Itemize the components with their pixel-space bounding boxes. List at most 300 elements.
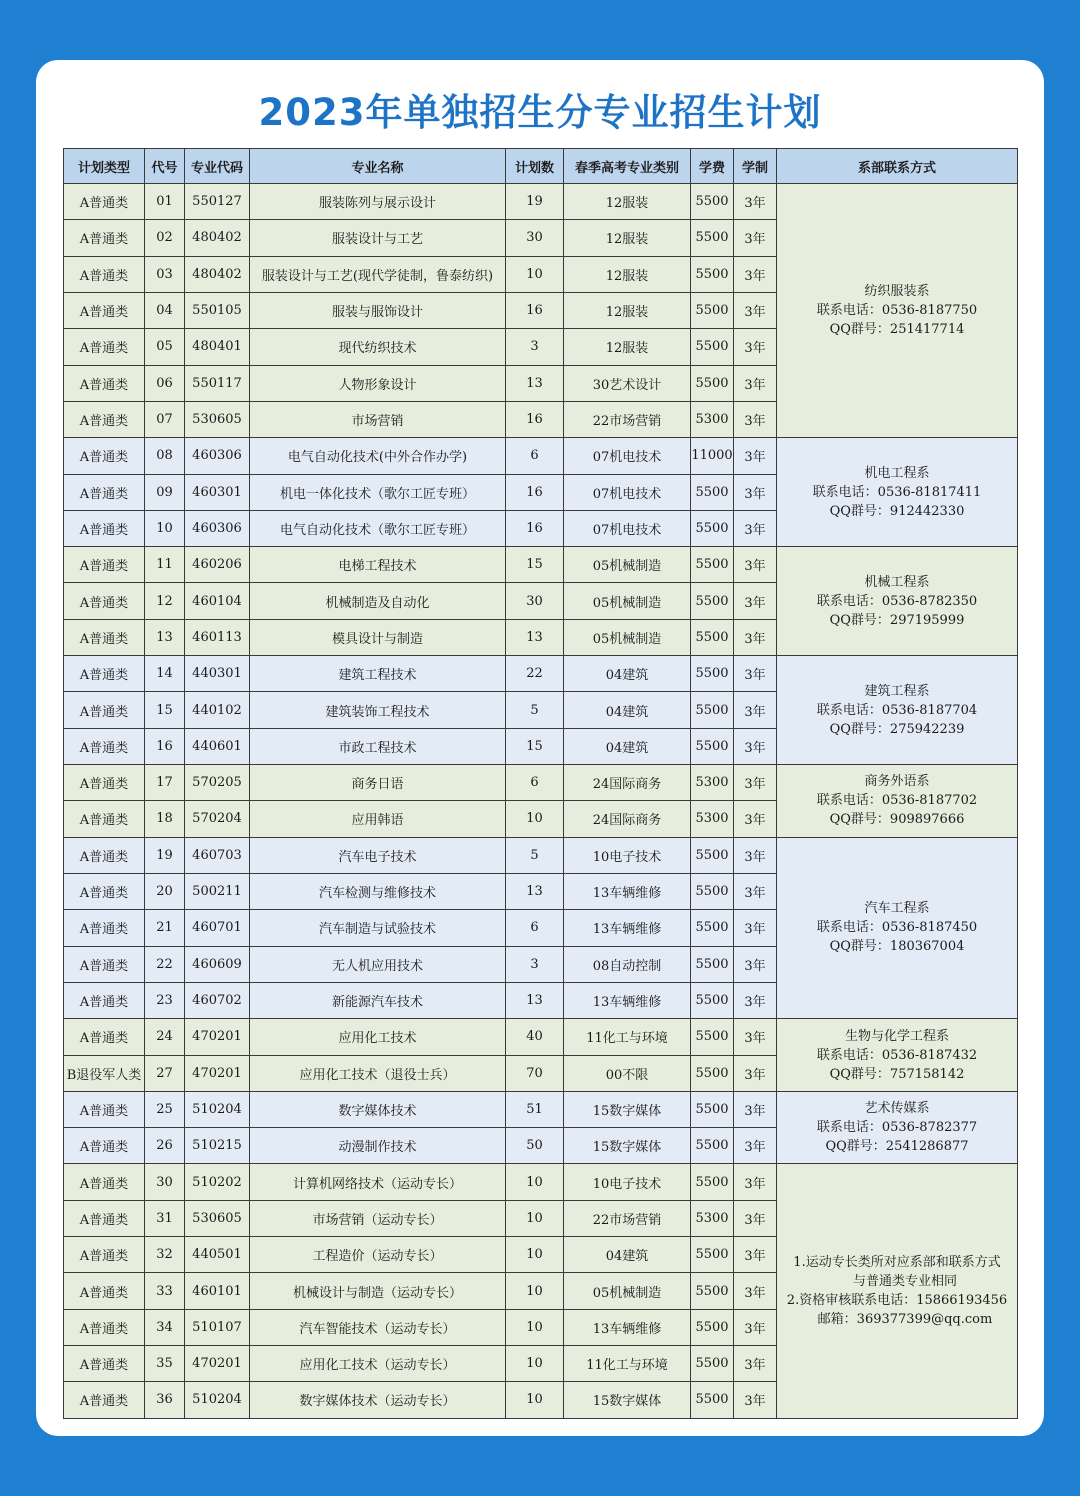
code-no-cell: 31 xyxy=(145,1200,185,1236)
plan-type-cell: A普通类 xyxy=(64,1091,145,1127)
code-no-cell: 02 xyxy=(145,220,185,256)
dept-contact-line: QQ群号：757158142 xyxy=(829,1066,965,1082)
major-name-cell: 现代纺织技术 xyxy=(250,329,506,365)
dept-contact-line: 联系电话：0536-8782377 xyxy=(816,1120,978,1136)
table-row xyxy=(64,1091,1018,1127)
plan-count-cell: 13 xyxy=(506,873,564,909)
plan-type-cell: A普通类 xyxy=(64,583,145,619)
major-code-cell: 510204 xyxy=(185,1382,250,1418)
exam-category-cell: 13车辆维修 xyxy=(564,910,691,946)
major-code-cell: 510107 xyxy=(185,1309,250,1345)
major-name-cell: 市场营销（运动专长） xyxy=(250,1200,506,1236)
dept-contact-line: QQ群号：275942239 xyxy=(829,721,965,737)
exam-category-cell: 13车辆维修 xyxy=(564,873,691,909)
duration-cell: 3年 xyxy=(734,1164,777,1200)
header-dept-contact: 系部联系方式 xyxy=(777,149,1018,184)
duration-cell: 3年 xyxy=(734,619,777,655)
duration-cell: 3年 xyxy=(734,438,777,474)
dept-contact-cell xyxy=(777,547,1018,656)
major-name-cell: 服装设计与工艺 xyxy=(250,220,506,256)
major-name-cell: 无人机应用技术 xyxy=(250,946,506,982)
enrollment-plan-table xyxy=(63,148,1018,1419)
plan-type-cell: A普通类 xyxy=(64,438,145,474)
table-row xyxy=(64,765,1018,801)
header-major-name: 专业名称 xyxy=(250,149,506,184)
tuition-cell: 5500 xyxy=(691,365,734,401)
duration-cell: 3年 xyxy=(734,1346,777,1382)
duration-cell: 3年 xyxy=(734,583,777,619)
duration-cell: 3年 xyxy=(734,873,777,909)
exam-category-cell: 04建筑 xyxy=(564,1237,691,1273)
plan-count-cell: 10 xyxy=(506,801,564,837)
code-no-cell: 25 xyxy=(145,1091,185,1127)
code-no-cell: 03 xyxy=(145,256,185,292)
code-no-cell: 30 xyxy=(145,1164,185,1200)
dept-contact-cell xyxy=(777,438,1018,547)
dept-contact-line: 建筑工程系 xyxy=(864,683,930,699)
plan-count-cell: 70 xyxy=(506,1055,564,1091)
exam-category-cell: 12服装 xyxy=(564,329,691,365)
plan-count-cell: 10 xyxy=(506,1346,564,1382)
major-code-cell: 470201 xyxy=(185,1346,250,1382)
tuition-cell: 5500 xyxy=(691,547,734,583)
plan-type-cell: A普通类 xyxy=(64,946,145,982)
plan-type-cell: A普通类 xyxy=(64,619,145,655)
dept-contact-line: 汽车工程系 xyxy=(864,901,930,917)
dept-contact-cell xyxy=(777,765,1018,838)
dept-contact-line: 邮箱：369377399@qq.com xyxy=(817,1312,993,1328)
duration-cell: 3年 xyxy=(734,765,777,801)
major-name-cell: 机械制造及自动化 xyxy=(250,583,506,619)
code-no-cell: 18 xyxy=(145,801,185,837)
exam-category-cell: 13车辆维修 xyxy=(564,1309,691,1345)
exam-category-cell: 08自动控制 xyxy=(564,946,691,982)
plan-type-cell: B退役军人类 xyxy=(64,1055,145,1091)
dept-contact-line: QQ群号：909897666 xyxy=(829,812,965,828)
major-code-cell: 460306 xyxy=(185,510,250,546)
code-no-cell: 20 xyxy=(145,873,185,909)
plan-type-cell: A普通类 xyxy=(64,1346,145,1382)
major-name-cell: 数字媒体技术（运动专长） xyxy=(250,1382,506,1418)
plan-count-cell: 6 xyxy=(506,438,564,474)
exam-category-cell: 12服装 xyxy=(564,256,691,292)
dept-contact-line: 艺术传媒系 xyxy=(864,1101,930,1117)
major-name-cell: 电梯工程技术 xyxy=(250,547,506,583)
major-code-cell: 460113 xyxy=(185,619,250,655)
major-name-cell: 模具设计与制造 xyxy=(250,619,506,655)
duration-cell: 3年 xyxy=(734,220,777,256)
plan-count-cell: 3 xyxy=(506,329,564,365)
code-no-cell: 23 xyxy=(145,982,185,1018)
major-name-cell: 汽车智能技术（运动专长） xyxy=(250,1309,506,1345)
code-no-cell: 22 xyxy=(145,946,185,982)
major-code-cell: 460609 xyxy=(185,946,250,982)
table-row xyxy=(64,547,1018,583)
major-name-cell: 市场营销 xyxy=(250,401,506,437)
tuition-cell: 5500 xyxy=(691,184,734,220)
header-exam-category: 春季高考专业类别 xyxy=(564,149,691,184)
major-code-cell: 500211 xyxy=(185,873,250,909)
dept-contact-line: 商务外语系 xyxy=(864,774,930,790)
duration-cell: 3年 xyxy=(734,946,777,982)
major-code-cell: 470201 xyxy=(185,1055,250,1091)
exam-category-cell: 04建筑 xyxy=(564,692,691,728)
dept-contact-line: QQ群号：297195999 xyxy=(829,612,965,628)
exam-category-cell: 12服装 xyxy=(564,184,691,220)
plan-type-cell: A普通类 xyxy=(64,1019,145,1055)
plan-type-cell: A普通类 xyxy=(64,765,145,801)
exam-category-cell: 00不限 xyxy=(564,1055,691,1091)
plan-count-cell: 13 xyxy=(506,982,564,1018)
plan-type-cell: A普通类 xyxy=(64,1382,145,1418)
plan-count-cell: 10 xyxy=(506,256,564,292)
duration-cell: 3年 xyxy=(734,256,777,292)
major-code-cell: 530605 xyxy=(185,401,250,437)
tuition-cell: 5300 xyxy=(691,1200,734,1236)
plan-count-cell: 10 xyxy=(506,1164,564,1200)
plan-count-cell: 13 xyxy=(506,619,564,655)
plan-type-cell: A普通类 xyxy=(64,910,145,946)
plan-count-cell: 15 xyxy=(506,547,564,583)
plan-type-cell: A普通类 xyxy=(64,220,145,256)
tuition-cell: 5500 xyxy=(691,1309,734,1345)
tuition-cell: 5300 xyxy=(691,765,734,801)
dept-contact-line: QQ群号：912442330 xyxy=(829,503,965,519)
plan-type-cell: A普通类 xyxy=(64,873,145,909)
exam-category-cell: 05机械制造 xyxy=(564,583,691,619)
header-major-code: 专业代码 xyxy=(185,149,250,184)
dept-contact-line: 联系电话：0536-8187750 xyxy=(816,303,978,319)
dept-contact-line: QQ群号：180367004 xyxy=(829,939,965,955)
exam-category-cell: 05机械制造 xyxy=(564,619,691,655)
major-name-cell: 应用韩语 xyxy=(250,801,506,837)
duration-cell: 3年 xyxy=(734,656,777,692)
major-code-cell: 460104 xyxy=(185,583,250,619)
plan-type-cell: A普通类 xyxy=(64,1273,145,1309)
dept-contact-cell xyxy=(777,656,1018,765)
code-no-cell: 17 xyxy=(145,765,185,801)
tuition-cell: 11000 xyxy=(691,438,734,474)
plan-type-cell: A普通类 xyxy=(64,184,145,220)
major-name-cell: 汽车检测与维修技术 xyxy=(250,873,506,909)
plan-type-cell: A普通类 xyxy=(64,1128,145,1164)
page-title: 2023年单独招生分专业招生计划 xyxy=(258,91,822,134)
tuition-cell: 5500 xyxy=(691,583,734,619)
plan-type-cell: A普通类 xyxy=(64,692,145,728)
plan-count-cell: 5 xyxy=(506,692,564,728)
plan-type-cell: A普通类 xyxy=(64,837,145,873)
tuition-cell: 5500 xyxy=(691,837,734,873)
plan-count-cell: 16 xyxy=(506,474,564,510)
duration-cell: 3年 xyxy=(734,365,777,401)
major-code-cell: 460306 xyxy=(185,438,250,474)
exam-category-cell: 05机械制造 xyxy=(564,1273,691,1309)
dept-contact-line: 与普通类专业相同 xyxy=(852,1274,957,1290)
dept-contact-line: 联系电话：0536-8187704 xyxy=(816,702,978,718)
dept-contact-line: QQ群号：2541286877 xyxy=(825,1139,969,1155)
major-name-cell: 服装与服饰设计 xyxy=(250,292,506,328)
plan-count-cell: 40 xyxy=(506,1019,564,1055)
table-row xyxy=(64,1019,1018,1055)
major-name-cell: 机电一体化技术（歌尔工匠专班） xyxy=(250,474,506,510)
plan-count-cell: 30 xyxy=(506,583,564,619)
tuition-cell: 5500 xyxy=(691,1055,734,1091)
exam-category-cell: 24国际商务 xyxy=(564,801,691,837)
tuition-cell: 5500 xyxy=(691,873,734,909)
major-name-cell: 人物形象设计 xyxy=(250,365,506,401)
plan-type-cell: A普通类 xyxy=(64,510,145,546)
major-code-cell: 530605 xyxy=(185,1200,250,1236)
major-name-cell: 电气自动化技术(中外合作办学) xyxy=(250,438,506,474)
tuition-cell: 5500 xyxy=(691,910,734,946)
code-no-cell: 15 xyxy=(145,692,185,728)
duration-cell: 3年 xyxy=(734,692,777,728)
exam-category-cell: 22市场营销 xyxy=(564,1200,691,1236)
tuition-cell: 5500 xyxy=(691,1164,734,1200)
dept-contact-cell xyxy=(777,1019,1018,1092)
table-row xyxy=(64,184,1018,220)
major-code-cell: 470201 xyxy=(185,1019,250,1055)
exam-category-cell: 04建筑 xyxy=(564,656,691,692)
tuition-cell: 5500 xyxy=(691,982,734,1018)
code-no-cell: 33 xyxy=(145,1273,185,1309)
duration-cell: 3年 xyxy=(734,401,777,437)
exam-category-cell: 15数字媒体 xyxy=(564,1382,691,1418)
exam-category-cell: 07机电技术 xyxy=(564,438,691,474)
tuition-cell: 5500 xyxy=(691,946,734,982)
duration-cell: 3年 xyxy=(734,728,777,764)
duration-cell: 3年 xyxy=(734,329,777,365)
plan-count-cell: 30 xyxy=(506,220,564,256)
exam-category-cell: 11化工与环境 xyxy=(564,1019,691,1055)
exam-category-cell: 10电子技术 xyxy=(564,1164,691,1200)
tuition-cell: 5500 xyxy=(691,1237,734,1273)
table-row xyxy=(64,656,1018,692)
dept-contact-line: 机电工程系 xyxy=(864,465,930,481)
dept-contact-line: 生物与化学工程系 xyxy=(844,1028,949,1044)
plan-type-cell: A普通类 xyxy=(64,1309,145,1345)
tuition-cell: 5500 xyxy=(691,292,734,328)
major-code-cell: 570204 xyxy=(185,801,250,837)
plan-type-cell: A普通类 xyxy=(64,982,145,1018)
major-code-cell: 440301 xyxy=(185,656,250,692)
major-name-cell: 应用化工技术（运动专长） xyxy=(250,1346,506,1382)
tuition-cell: 5500 xyxy=(691,220,734,256)
major-code-cell: 460301 xyxy=(185,474,250,510)
duration-cell: 3年 xyxy=(734,837,777,873)
code-no-cell: 06 xyxy=(145,365,185,401)
tuition-cell: 5300 xyxy=(691,801,734,837)
duration-cell: 3年 xyxy=(734,1382,777,1418)
major-code-cell: 480401 xyxy=(185,329,250,365)
plan-type-cell: A普通类 xyxy=(64,728,145,764)
code-no-cell: 04 xyxy=(145,292,185,328)
code-no-cell: 16 xyxy=(145,728,185,764)
plan-type-cell: A普通类 xyxy=(64,1200,145,1236)
plan-count-cell: 6 xyxy=(506,910,564,946)
code-no-cell: 27 xyxy=(145,1055,185,1091)
major-code-cell: 550127 xyxy=(185,184,250,220)
header-duration: 学制 xyxy=(734,149,777,184)
major-name-cell: 动漫制作技术 xyxy=(250,1128,506,1164)
major-code-cell: 480402 xyxy=(185,220,250,256)
major-name-cell: 机械设计与制造（运动专长） xyxy=(250,1273,506,1309)
duration-cell: 3年 xyxy=(734,510,777,546)
dept-contact-line: 联系电话：0536-8187432 xyxy=(816,1047,978,1063)
plan-count-cell: 16 xyxy=(506,292,564,328)
code-no-cell: 09 xyxy=(145,474,185,510)
code-no-cell: 19 xyxy=(145,837,185,873)
major-name-cell: 应用化工技术（退役士兵） xyxy=(250,1055,506,1091)
dept-contact-line: 联系电话：0536-81817411 xyxy=(812,484,982,500)
major-code-cell: 460703 xyxy=(185,837,250,873)
dept-contact-cell xyxy=(777,1091,1018,1164)
table-row xyxy=(64,438,1018,474)
tuition-cell: 5500 xyxy=(691,1128,734,1164)
dept-contact-line: QQ群号：251417714 xyxy=(829,322,965,338)
major-code-cell: 510202 xyxy=(185,1164,250,1200)
major-code-cell: 550105 xyxy=(185,292,250,328)
code-no-cell: 05 xyxy=(145,329,185,365)
plan-type-cell: A普通类 xyxy=(64,474,145,510)
plan-count-cell: 16 xyxy=(506,510,564,546)
code-no-cell: 07 xyxy=(145,401,185,437)
duration-cell: 3年 xyxy=(734,1091,777,1127)
tuition-cell: 5500 xyxy=(691,1091,734,1127)
plan-type-cell: A普通类 xyxy=(64,547,145,583)
code-no-cell: 08 xyxy=(145,438,185,474)
major-code-cell: 550117 xyxy=(185,365,250,401)
plan-count-cell: 10 xyxy=(506,1237,564,1273)
plan-count-cell: 6 xyxy=(506,765,564,801)
plan-count-cell: 22 xyxy=(506,656,564,692)
plan-count-cell: 15 xyxy=(506,728,564,764)
dept-contact-cell xyxy=(777,837,1018,1019)
duration-cell: 3年 xyxy=(734,1200,777,1236)
plan-count-cell: 10 xyxy=(506,1200,564,1236)
exam-category-cell: 04建筑 xyxy=(564,728,691,764)
plan-type-cell: A普通类 xyxy=(64,801,145,837)
duration-cell: 3年 xyxy=(734,1309,777,1345)
exam-category-cell: 12服装 xyxy=(564,292,691,328)
plan-count-cell: 51 xyxy=(506,1091,564,1127)
major-code-cell: 460701 xyxy=(185,910,250,946)
tuition-cell: 5500 xyxy=(691,329,734,365)
exam-category-cell: 05机械制造 xyxy=(564,547,691,583)
major-code-cell: 460206 xyxy=(185,547,250,583)
plan-type-cell: A普通类 xyxy=(64,329,145,365)
tuition-cell: 5500 xyxy=(691,1019,734,1055)
major-name-cell: 电气自动化技术（歌尔工匠专班） xyxy=(250,510,506,546)
plan-count-cell: 19 xyxy=(506,184,564,220)
major-name-cell: 商务日语 xyxy=(250,765,506,801)
plan-count-cell: 10 xyxy=(506,1382,564,1418)
code-no-cell: 21 xyxy=(145,910,185,946)
tuition-cell: 5500 xyxy=(691,474,734,510)
exam-category-cell: 07机电技术 xyxy=(564,510,691,546)
header-plan-count: 计划数 xyxy=(506,149,564,184)
duration-cell: 3年 xyxy=(734,801,777,837)
sports-note-cell xyxy=(777,1164,1018,1418)
code-no-cell: 36 xyxy=(145,1382,185,1418)
tuition-cell: 5300 xyxy=(691,401,734,437)
code-no-cell: 10 xyxy=(145,510,185,546)
code-no-cell: 26 xyxy=(145,1128,185,1164)
major-code-cell: 460101 xyxy=(185,1273,250,1309)
tuition-cell: 5500 xyxy=(691,619,734,655)
duration-cell: 3年 xyxy=(734,547,777,583)
tuition-cell: 5500 xyxy=(691,692,734,728)
duration-cell: 3年 xyxy=(734,292,777,328)
plan-count-cell: 50 xyxy=(506,1128,564,1164)
code-no-cell: 01 xyxy=(145,184,185,220)
major-name-cell: 计算机网络技术（运动专长） xyxy=(250,1164,506,1200)
plan-count-cell: 5 xyxy=(506,837,564,873)
plan-count-cell: 13 xyxy=(506,365,564,401)
major-code-cell: 510204 xyxy=(185,1091,250,1127)
major-name-cell: 服装设计与工艺(现代学徒制，鲁泰纺织) xyxy=(250,256,506,292)
table-header-row xyxy=(64,149,1018,184)
exam-category-cell: 24国际商务 xyxy=(564,765,691,801)
exam-category-cell: 12服装 xyxy=(564,220,691,256)
header-plan-type: 计划类型 xyxy=(64,149,145,184)
plan-type-cell: A普通类 xyxy=(64,656,145,692)
dept-contact-line: 1.运动专长类所对应系部和联系方式 xyxy=(793,1255,1001,1271)
major-name-cell: 数字媒体技术 xyxy=(250,1091,506,1127)
plan-type-cell: A普通类 xyxy=(64,401,145,437)
duration-cell: 3年 xyxy=(734,1128,777,1164)
code-no-cell: 32 xyxy=(145,1237,185,1273)
exam-category-cell: 15数字媒体 xyxy=(564,1128,691,1164)
tuition-cell: 5500 xyxy=(691,728,734,764)
major-name-cell: 新能源汽车技术 xyxy=(250,982,506,1018)
dept-contact-line: 2.资格审核联系电话：15866193456 xyxy=(786,1293,1008,1309)
code-no-cell: 12 xyxy=(145,583,185,619)
duration-cell: 3年 xyxy=(734,910,777,946)
plan-type-cell: A普通类 xyxy=(64,292,145,328)
table-body xyxy=(64,184,1018,1419)
major-name-cell: 服装陈列与展示设计 xyxy=(250,184,506,220)
table-row xyxy=(64,1164,1018,1200)
exam-category-cell: 07机电技术 xyxy=(564,474,691,510)
major-name-cell: 汽车制造与试验技术 xyxy=(250,910,506,946)
code-no-cell: 11 xyxy=(145,547,185,583)
duration-cell: 3年 xyxy=(734,1273,777,1309)
major-code-cell: 440102 xyxy=(185,692,250,728)
table-row xyxy=(64,837,1018,873)
tuition-cell: 5500 xyxy=(691,510,734,546)
duration-cell: 3年 xyxy=(734,1055,777,1091)
plan-type-cell: A普通类 xyxy=(64,1237,145,1273)
exam-category-cell: 10电子技术 xyxy=(564,837,691,873)
dept-contact-line: 联系电话：0536-8187702 xyxy=(816,793,978,809)
header-tuition: 学费 xyxy=(691,149,734,184)
dept-contact-line: 联系电话：0536-8187450 xyxy=(816,920,978,936)
dept-contact-line: 纺织服装系 xyxy=(864,284,930,300)
code-no-cell: 13 xyxy=(145,619,185,655)
header-code-no: 代号 xyxy=(145,149,185,184)
exam-category-cell: 11化工与环境 xyxy=(564,1346,691,1382)
major-code-cell: 480402 xyxy=(185,256,250,292)
plan-type-cell: A普通类 xyxy=(64,365,145,401)
major-code-cell: 440501 xyxy=(185,1237,250,1273)
plan-count-cell: 3 xyxy=(506,946,564,982)
major-code-cell: 460702 xyxy=(185,982,250,1018)
plan-type-cell: A普通类 xyxy=(64,1164,145,1200)
tuition-cell: 5500 xyxy=(691,1382,734,1418)
major-name-cell: 汽车电子技术 xyxy=(250,837,506,873)
plan-type-cell: A普通类 xyxy=(64,256,145,292)
